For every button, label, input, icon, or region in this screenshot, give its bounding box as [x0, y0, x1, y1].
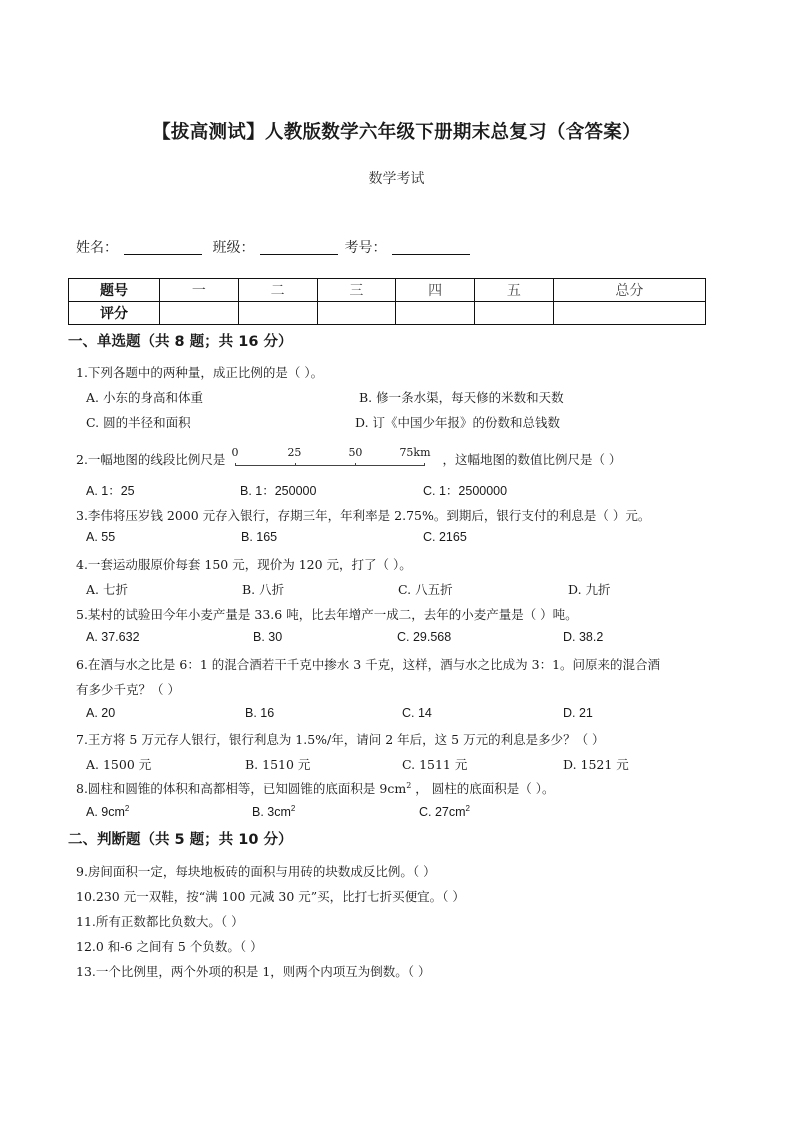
superscript: 2	[465, 804, 470, 813]
score-input-cell[interactable]	[317, 302, 396, 325]
option-b[interactable]	[252, 804, 295, 819]
question-2	[76, 446, 621, 472]
option-a[interactable]	[86, 804, 129, 819]
id-label: 考号：	[344, 240, 387, 256]
scale-bar-figure	[231, 446, 436, 472]
option-b[interactable]: B. 1510 元	[245, 757, 311, 772]
option-c[interactable]: C. 14	[402, 706, 432, 720]
option-b[interactable]: B. 八折	[242, 582, 285, 597]
question-2-text-after: ，这幅地图的数值比例尺是（ ）	[442, 452, 622, 467]
score-cell: 四	[396, 279, 475, 302]
option-a[interactable]: A. 37.632	[86, 630, 140, 644]
superscript: 2	[124, 804, 130, 813]
score-input-cell[interactable]	[475, 302, 554, 325]
option-a[interactable]: A. 1500 元	[86, 757, 152, 772]
superscript: 2	[290, 804, 296, 813]
question-2-text-before: 2.一幅地图的线段比例尺是	[76, 452, 226, 467]
score-cell: 总分	[553, 279, 705, 302]
option-c[interactable]	[419, 804, 470, 819]
option-text: B. 3cm	[252, 805, 291, 820]
option-a[interactable]: A. 20	[86, 706, 116, 720]
option-c[interactable]: C. 2165	[423, 530, 467, 544]
section-heading-single-choice: 一、单选题（共 8 题；共 16 分）	[68, 334, 293, 350]
scale-tick	[424, 463, 425, 466]
option-c[interactable]: C. 1：2500000	[423, 484, 508, 498]
student-info-line	[76, 237, 476, 257]
question-12: 12.0 和-6 之间有 5 个负数。（ ）	[76, 939, 263, 954]
option-c[interactable]: C. 圆的半径和面积	[86, 415, 191, 430]
option-a[interactable]: A. 1：25	[86, 484, 135, 498]
scale-tick	[295, 463, 296, 466]
question-3: 3.李伟将压岁钱 2000 元存入银行，存期三年，年利率是 2.75%。到期后，银行支付的利息是（ ）元。	[76, 508, 651, 523]
score-cell: 二	[238, 279, 317, 302]
option-d[interactable]: D. 九折	[568, 582, 611, 597]
score-input-cell[interactable]	[160, 302, 239, 325]
id-blank[interactable]	[392, 240, 470, 255]
question-7: 7.王方将 5 万元存人银行，银行利息为 1.5%/年，请问 2 年后，这 5 万元的利息是多少？（ ）	[76, 732, 605, 747]
question-10: 10.230 元一双鞋，按“满 100 元减 30 元”买，比打七折买便宜。（ ）	[76, 889, 465, 904]
score-table	[68, 278, 706, 325]
question-8-text-before: 8.圆柱和圆锥的体积和高都相等，已知圆锥的底面积是 9cm	[76, 781, 407, 796]
option-c[interactable]: C. 八五折	[398, 582, 453, 597]
question-8-text-after: ， 圆柱的底面积是（ ）。	[411, 781, 555, 796]
score-table-header-row	[69, 279, 706, 302]
name-blank[interactable]	[124, 240, 202, 255]
option-d[interactable]: D. 1521 元	[563, 757, 629, 772]
option-text: C. 27cm	[419, 805, 466, 820]
option-b[interactable]: B. 165	[241, 530, 278, 544]
option-a[interactable]: A. 55	[86, 530, 116, 544]
score-cell: 评分	[69, 302, 160, 325]
option-b[interactable]: B. 修一条水渠，每天修的米数和天数	[359, 390, 564, 405]
superscript: 2	[406, 780, 412, 790]
scale-label: 50	[348, 446, 363, 459]
option-b[interactable]: B. 30	[253, 630, 283, 644]
class-label: 班级：	[212, 240, 255, 256]
option-a[interactable]: A. 小东的身高和体重	[86, 390, 203, 405]
score-input-cell[interactable]	[553, 302, 705, 325]
document-title: 【拔高测试】人教版数学六年级下册期末总复习（含答案）	[152, 122, 641, 143]
option-a[interactable]: A. 七折	[86, 582, 128, 597]
score-cell: 五	[475, 279, 554, 302]
question-5: 5.某村的试验田今年小麦产量是 33.6 吨，比去年增产一成二，去年的小麦产量是（ ）吨。	[76, 607, 578, 622]
option-d[interactable]: D. 订《中国少年报》的份数和总钱数	[355, 415, 561, 430]
scale-label: 0	[231, 446, 239, 459]
score-cell: 一	[160, 279, 239, 302]
section-heading-true-false: 二、判断题（共 5 题；共 10 分）	[68, 832, 293, 848]
class-blank[interactable]	[260, 240, 338, 255]
question-13: 13.一个比例里，两个外项的积是 1，则两个内项互为倒数。（ ）	[76, 964, 431, 979]
score-input-cell[interactable]	[238, 302, 317, 325]
question-6-line-1: 6.在酒与水之比是 6：1 的混合酒若干千克中掺水 3 千克，这样，酒与水之比成为 3：1。问原来的混合酒	[76, 657, 661, 672]
option-d[interactable]: D. 21	[563, 706, 593, 720]
scale-line	[235, 465, 425, 466]
scale-label: 75km	[399, 446, 431, 459]
option-d[interactable]: D. 38.2	[563, 630, 604, 644]
score-table-score-row	[69, 302, 706, 325]
name-label: 姓名：	[76, 240, 118, 256]
scale-tick	[235, 463, 236, 466]
question-4: 4.一套运动服原价每套 150 元，现价为 120 元，打了（ ）。	[76, 557, 412, 572]
option-c[interactable]: C. 1511 元	[402, 757, 468, 772]
document-subtitle: 数学考试	[368, 171, 425, 187]
score-cell: 题号	[69, 279, 160, 302]
score-input-cell[interactable]	[396, 302, 475, 325]
question-1: 1.下列各题中的两种量，成正比例的是（ ）。	[76, 365, 324, 380]
question-11: 11.所有正数都比负数大。（ ）	[76, 914, 244, 929]
question-6-line-2: 有多少千克？（ ）	[76, 682, 180, 697]
option-b[interactable]: B. 16	[245, 706, 275, 720]
question-9: 9.房间面积一定，每块地板砖的面积与用砖的块数成反比例。（ ）	[76, 864, 436, 879]
option-b[interactable]: B. 1：250000	[240, 484, 317, 498]
score-cell: 三	[317, 279, 396, 302]
option-text: A. 9cm	[86, 805, 125, 820]
option-c[interactable]: C. 29.568	[397, 630, 452, 644]
scale-tick	[355, 463, 356, 466]
question-8	[76, 779, 554, 797]
scale-label: 25	[287, 446, 302, 459]
